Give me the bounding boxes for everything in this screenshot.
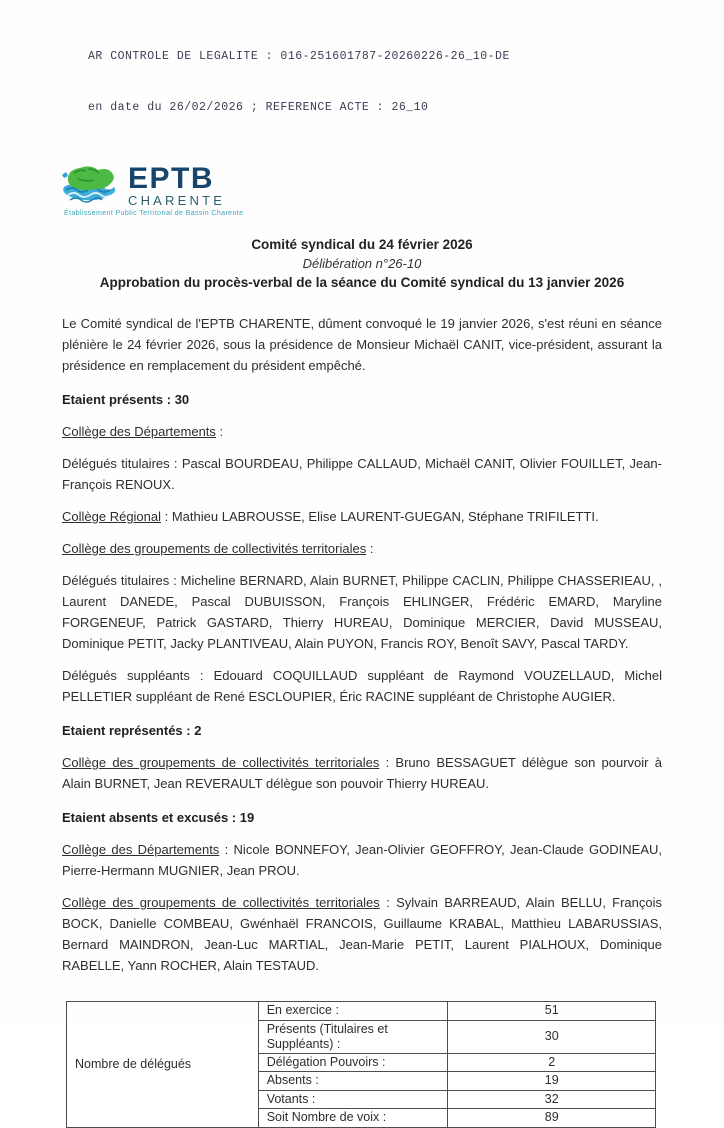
table-value-absents: 19 <box>448 1072 656 1091</box>
legal-control-header <box>88 0 724 150</box>
absents-departements-label: Collège des Départements <box>62 842 220 857</box>
representes-paragraph <box>62 752 662 794</box>
college-regional-label: Collège Régional <box>62 509 162 524</box>
college-departements-label: Collège des Départements <box>62 424 216 439</box>
table-row-header: Nombre de délégués <box>67 1002 259 1128</box>
legal-control-line2: en date du 26/02/2026 ; REFERENCE ACTE : 26_10 <box>88 101 429 114</box>
legal-control-line1: AR CONTROLE DE LEGALITE : 016-251601787-20260226-26_10-DE <box>88 50 510 63</box>
representes-names: : Bruno BESSAGUET délègue son pourvoir à Alain BURNET, Jean REVERAULT délègue son pouvoir Thierry HUREAU. <box>62 755 662 791</box>
logo-name: CHARENTE <box>128 193 226 208</box>
table-label-delegation-pouvoirs: Délégation Pouvoirs : <box>258 1053 448 1072</box>
college-groupements-heading <box>62 538 662 559</box>
table-label-nombre-voix: Soit Nombre de voix : <box>258 1109 448 1128</box>
deliberation-title-block <box>0 235 724 292</box>
table-label-absents: Absents : <box>258 1072 448 1091</box>
eptb-charente-logo <box>58 163 724 217</box>
table-value-en-exercice: 51 <box>448 1002 656 1021</box>
intro-paragraph: Le Comité syndical de l'EPTB CHARENTE, dûment convoqué le 19 janvier 2026, s'est réuni en séance plénière le 24 février 2026, sous la présidence de Monsieur Michaël CANIT, vice-président, assurant la présidence en remplacement du président empêché. <box>62 316 662 373</box>
absents-groupements-paragraph <box>62 892 662 976</box>
delegues-titulaires-groupements: Délégués titulaires : Micheline BERNARD, Alain BURNET, Philippe CACLIN, Philippe CHASSERIEAU, , Laurent DANEDE, Pascal DUBUISSON, François EHLINGER, Frédéric EMARD, Maryline FORGENEUF, Patrick GASTARD, Thierry HUREAU, Dominique MERCIER, David MUSSEAU, Dominique PETIT, Jacky PLANTIVEAU, Alain PUYON, Francis ROY, Benoît SAVY, Pascal TARDY. <box>62 573 662 651</box>
absents-groupements-names: : Sylvain BARREAUD, Alain BELLU, François BOCK, Danielle COMBEAU, Gwénhaël FRANCOIS, Guillaume KRABAL, Matthieu LABARUSSIAS, Bernard MAINDRON, Jean-Luc MARTIAL, Jean-Marie PETIT, Laurent PIALHOUX, Dominique RABELLE, Yann ROCHER, Alain TESTAUD. <box>62 895 662 973</box>
table-value-presents: 30 <box>448 1020 656 1053</box>
delegues-titulaires-departements: Délégués titulaires : Pascal BOURDEAU, Philippe CALLAUD, Michaël CANIT, Olivier FOUILLET, Jean-François RENOUX. <box>62 456 662 492</box>
absents-departements-paragraph <box>62 839 662 881</box>
college-departements-heading <box>62 421 662 442</box>
representes-college-label: Collège des groupements de collectivités territoriales <box>62 755 380 770</box>
table-value-delegation-pouvoirs: 2 <box>448 1053 656 1072</box>
deliberation-subject: Approbation du procès-verbal de la séance du Comité syndical du 13 janvier 2026 <box>99 275 625 290</box>
deliberation-number: Délibération n°26-10 <box>302 256 422 271</box>
absents-departements-names: : Nicole BONNEFOY, Jean-Olivier GEOFFROY, Jean-Claude GODINEAU, Pierre-Hermann MUGNIER, Jean PROU. <box>62 842 662 878</box>
college-groupements-label: Collège des groupements de collectivités territoriales <box>62 541 367 556</box>
absents-heading: Etaient absents et excusés : 19 <box>62 810 255 825</box>
college-regional-names: : Mathieu LABROUSSE, Elise LAURENT-GUEGAN, Stéphane TRIFILETTI. <box>161 509 599 524</box>
presents-heading: Etaient présents : 30 <box>62 392 190 407</box>
absents-groupements-label: Collège des groupements de collectivités territoriales <box>62 895 380 910</box>
table-value-votants: 32 <box>448 1090 656 1109</box>
river-basin-map-icon <box>58 163 122 207</box>
table-label-presents: Présents (Titulaires et Suppléants) : <box>258 1020 448 1053</box>
college-departements-sep: : <box>215 424 224 439</box>
delegues-suppleants-paragraph: Délégués suppléants : Edouard COQUILLAUD suppléant de Raymond VOUZELLAUD, Michel PELLETIER suppléant de René ESCLOUPIER, Éric RACINE suppléant de Christophe AUGIER. <box>62 668 662 704</box>
college-regional-paragraph <box>62 506 662 527</box>
logo-text-block <box>64 162 244 217</box>
logo-acronym: EPTB <box>128 162 215 195</box>
table-label-en-exercice: En exercice : <box>258 1002 448 1021</box>
deliberation-body <box>62 313 662 976</box>
table-value-nombre-voix: 89 <box>448 1109 656 1128</box>
logo-tagline: Établissement Public Territorial de Bassin Charente <box>64 210 244 217</box>
representes-heading: Etaient représentés : 2 <box>62 723 202 738</box>
college-groupements-sep: : <box>366 541 374 556</box>
committee-session-title: Comité syndical du 24 février 2026 <box>251 237 473 252</box>
table-label-votants: Votants : <box>258 1090 448 1109</box>
delegates-count-table <box>66 1001 656 1128</box>
table-row <box>67 1002 656 1021</box>
